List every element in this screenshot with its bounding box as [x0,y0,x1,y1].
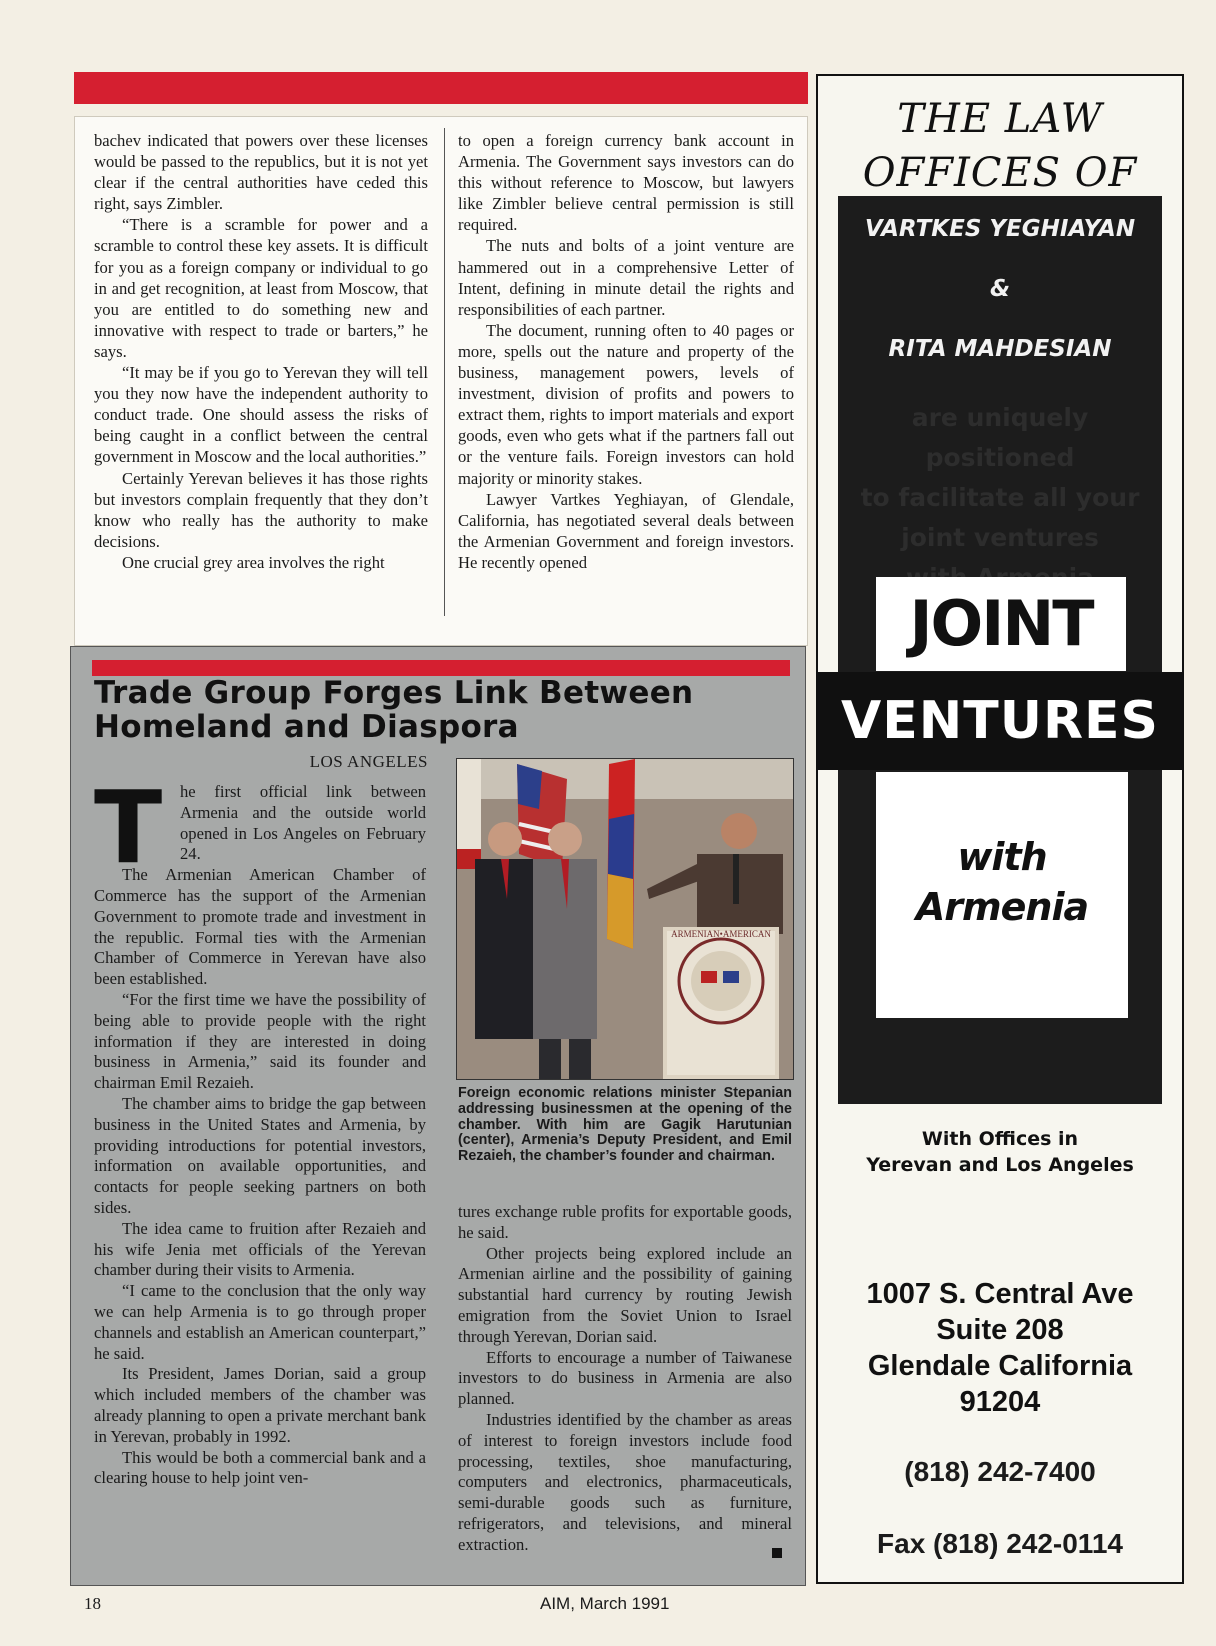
ad-fax: Fax (818) 242-0114 [877,1528,1123,1559]
paragraph: “For the first time we have the possibility of being able to provide people with the right information if they are interested in doing business in Armenia,” said its founder and chairman Emil Rezaieh. [94,989,426,1093]
sidebar-column-2 [458,1202,792,1556]
offices-line-1: With Offices in [921,1128,1079,1150]
ad-name-2: RITA MAHDESIAN [888,336,1112,362]
address-line: Glendale California [867,1350,1133,1382]
offices-line-2: Yerevan and Los Angeles [866,1154,1134,1176]
ghost-line: are uniquely positioned [911,403,1089,472]
paragraph: This would be both a commercial bank and a clearing house to help joint ven- [94,1447,426,1488]
publication-footer: AIM, March 1991 [540,1594,670,1613]
ventures-text: VENTURES [841,691,1159,751]
ghost-line: to facilitate all your [860,483,1140,512]
top-red-bar [74,72,808,104]
photo-illustration [457,759,793,1079]
paragraph: “I came to the conclusion that the only way we can help Armenia is to go through proper channels and establish an American counterpart,” he said. [94,1281,426,1363]
drop-cap: T [94,769,163,886]
article-column-1 [94,130,428,573]
paragraph: The idea came to fruition after Rezaieh and his wife Jenia met officials of the Yerevan chamber during their visits to Armenia. [94,1218,426,1280]
paragraph: Industries identified by the chamber as areas of interest to foreign investors include food processing, textiles, shoe manufacturing, computers and electronics, pharmaceuticals, semi-durable goods such as furniture, refrigerators, and televisions, and mineral extraction. [458,1409,792,1554]
ad-phone: (818) 242-7400 [904,1456,1096,1487]
with-word: with [957,835,1047,879]
address-line: 91204 [959,1386,1041,1418]
paragraph: he first official link between Armenia and the outside world opened in Los Angeles on February 24. [180,782,426,864]
ad-title-line-2: OFFICES OF [862,150,1138,196]
with-armenia-text [876,832,1128,932]
paragraph: Certainly Yerevan believes it has those rights but investors complain frequently that they don’t know who really has the authority to make decisions. [94,468,428,551]
paragraph: to open a foreign currency bank account in Armenia. The Government says investors can do this without reference to Moscow, but lawyers like Zimbler believe central permission is still required. [458,131,794,235]
ad-title-line-1: THE LAW [897,96,1103,142]
paragraph: Efforts to encourage a number of Taiwanese investors to do business in Armenia are also planned. [458,1347,792,1409]
ad-ampersand: & [989,276,1011,302]
paragraph: tures exchange ruble profits for exportable goods, he said. [458,1202,792,1242]
paragraph: The Armenian American Chamber of Commerce has the support of the Armenian Government to promote trade and investment in the republic. Formal ties with the Armenian Chamber of Commerce in Yerevan have also been established. [94,865,426,989]
paragraph: Its President, James Dorian, said a group which included members of the chamber was already planning to open a private merchant bank in Yerevan, probably in 1992. [94,1364,426,1446]
ad-address [830,1276,1170,1420]
paragraph: One crucial grey area involves the right [122,552,385,572]
ad-title [830,92,1170,200]
sidebar-red-stripe [92,660,790,676]
paragraph: “It may be if you go to Yerevan they will tell you they now have the independent authority to conduct trade. One should assess the risks of being caught in a conflict between the central government in Moscow and the local authorities.” [94,363,428,467]
photo-caption: Foreign economic relations minister Stepanian addressing businessmen at the opening of the chamber. With him are Gagik Harutunian (center), Armenia’s Deputy President, and Emil Rezaieh, the chamber’s founder and chairman. [458,1085,792,1165]
paragraph: “There is a scramble for power and a scramble to control these key assets. It is difficult for you as a foreign company or individual to go in and get recognition, at least from Moscow, that you are entitled to do something new and innovative with respect to trade or barters,” he says. [94,215,428,361]
column-rule [444,128,445,616]
address-line: 1007 S. Central Ave [866,1278,1134,1310]
end-mark-icon [772,1548,782,1558]
paragraph: The document, running often to 40 pages or more, spells out the nature and property of the business, management powers, levels of investment, division of profits and powers to extract them, rights to import materials and export goods, even who gets what if the partners fall out or the venture fails. Foreign investors can hold majority or minority stakes. [458,320,794,488]
podium-seal-text: ARMENIAN•AMERICAN [671,929,771,939]
paragraph: Other projects being explored include an Armenian airline and the possibility of gaining substantial hard currency by routing Jewish emigration from the Soviet Union to Israel through Yerevan, Dorian said. [458,1243,792,1346]
armenia-word: Armenia [915,885,1089,929]
paragraph: The nuts and bolts of a joint venture are hammered out in a comprehensive Letter of Intent, defining in minute detail the rights and responsibilities of each partner. [458,236,794,319]
ad-name-1: VARTKES YEGHIAYAN [864,216,1136,242]
sidebar-headline: Trade Group Forges Link Between Homeland and Diaspora [94,675,694,745]
page-number: 18 [84,1594,101,1613]
event-photo [456,758,794,1080]
paragraph: The chamber aims to bridge the gap between business in the United States and Armenia, by providing introductions for potential investors, information on available opportunities, and contacts for people seeking partners on both sides. [94,1093,426,1217]
ad-offices [830,1126,1170,1178]
dateline: LOS ANGELES [309,752,428,771]
sidebar-column-1 [94,769,426,1489]
address-line: Suite 208 [936,1314,1064,1346]
paragraph: Lawyer Vartkes Yeghiayan, of Glendale, California, has negotiated several deals between the Armenian Government and foreign investors. He recently opened [458,489,794,572]
ad-ghost-text [838,398,1162,598]
article-column-2 [458,130,794,573]
joint-text: JOINT [909,587,1093,660]
ghost-line: joint ventures [901,523,1099,552]
paragraph: bachev indicated that powers over these licenses would be passed to the republics, but it is not yet clear if the central authorities have ceded this right, says Zimbler. [94,131,428,214]
